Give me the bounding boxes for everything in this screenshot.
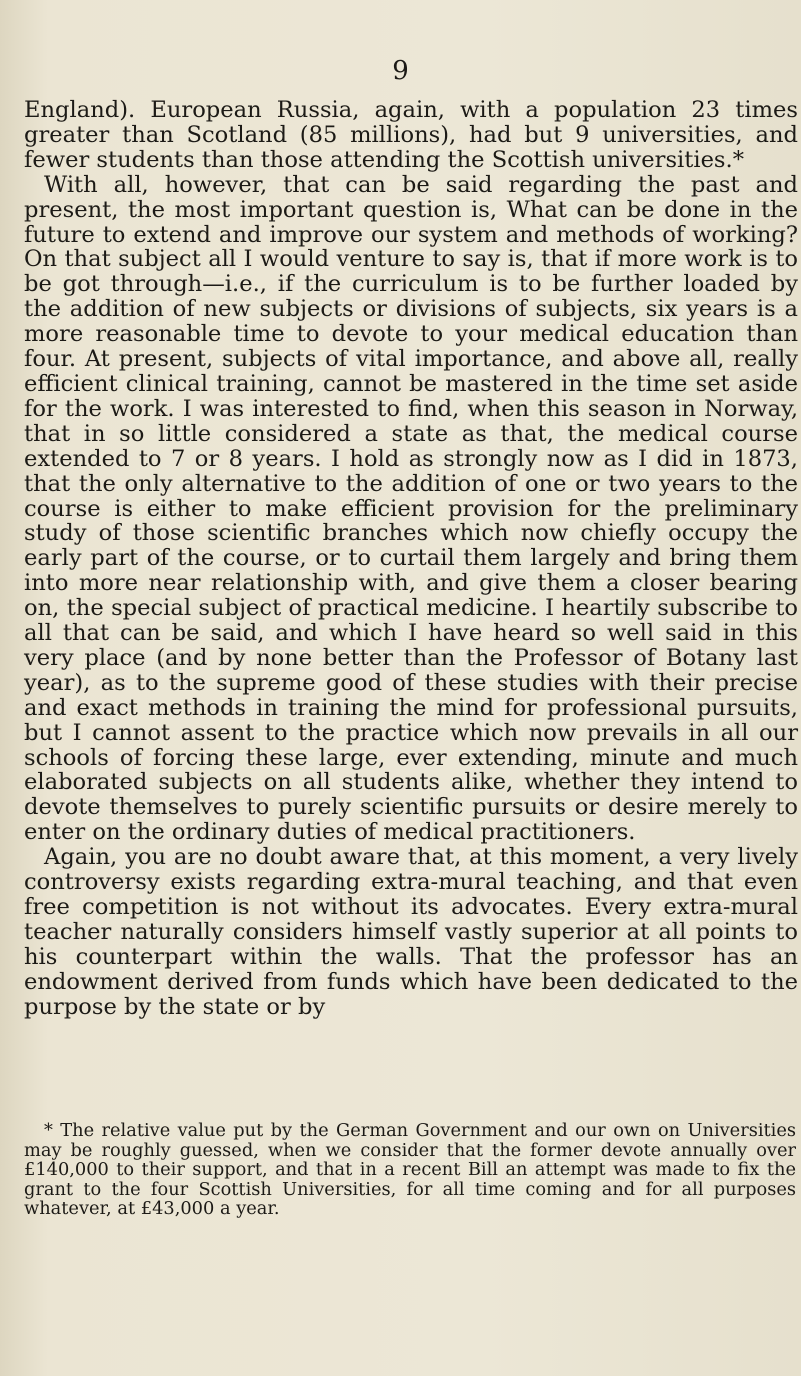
body-text [24, 98, 798, 1020]
footnote [24, 1121, 796, 1219]
page-number: 9 [392, 56, 409, 86]
paragraph-3: Again, you are no doubt aware that, at this moment, a very lively controversy exists regarding extra-mural teaching, and that even free competition is not without its advocates. Every extra-mural teacher naturally considers himself vastly superior at all points to his counterpart within the walls. That the professor has an endowment derived from funds which have been dedicated to the purpose by the state or by [24, 844, 798, 1020]
paragraph-2: With all, however, that can be said regarding the past and present, the most important question is, What can be done in the future to extend and improve our system and methods of working? On that subject all I would venture to say is, that if more work is to be got through—i.e., if the curriculum is to be further loaded by the addition of new subjects or divisions of subjects, six years is a more reasonable time to devote to your medical education than four. At present, subjects of vital importance, and above all, really efficient clinical training, cannot be mastered in the time set aside for the work. I was interested to find, when this season in Norway, that in so little considered a state as that, the medical course extended to 7 or 8 years. I hold as strongly now as I did in 1873, that the only alternative to the addition of one or two years to the course is either to make efficient provision for the preliminary study of those scientific branches which now chiefly occupy the early part of the course, or to curtail them largely and bring them into more near relationship with, and give them a closer bearing on, the special subject of practical medicine. I heartily subscribe to all that can be said, and which I have heard so well said in this very place (and by none better than the Professor of Botany last year), as to the supreme good of these studies with their precise and exact methods in training the mind for professional pursuits, but I cannot assent to the practice which now prevails in all our schools of forcing these large, ever extending, minute and much elaborated subjects on all students alike, whether they intend to devote themselves to purely scientific pursuits or desire merely to enter on the ordinary duties of medical practitioners. [24, 171, 798, 846]
paragraph-1: England). European Russia, again, with a population 23 times greater than Scotland (85 millions), had but 9 universities, and fewer students than those attending the Scottish universities.* [24, 97, 798, 173]
footnote-text: * The relative value put by the German Government and our own on Universities may be roughly guessed, when we consider that the former devote annually over £140,000 to their support, and that in a recent Bill an attempt was made to fix the grant to the four Scottish Universities, for all time coming and for all purposes whatever, at £43,000 a year. [24, 1120, 796, 1220]
